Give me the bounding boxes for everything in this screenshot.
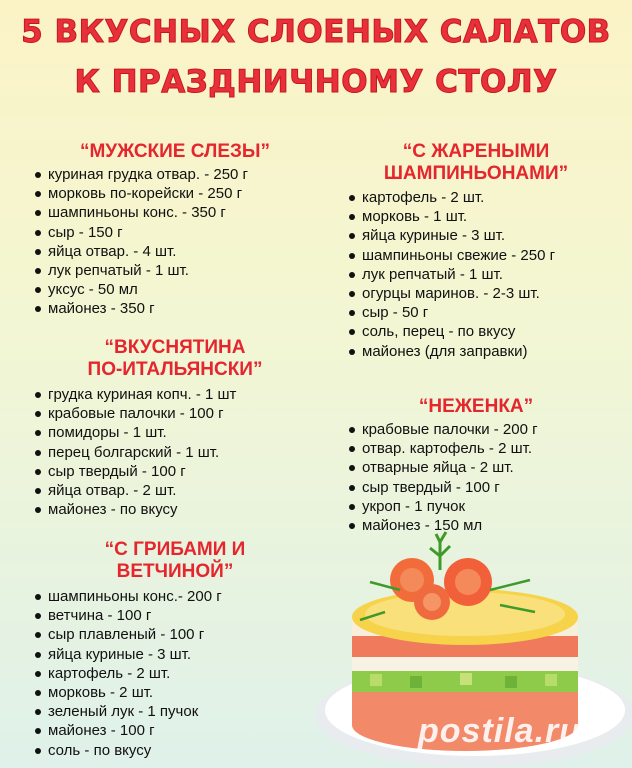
list-item: перец болгарский - 1 шт. [32, 443, 236, 462]
list-item: ветчина - 100 г [32, 606, 222, 625]
salad-heading-s-zharenymi: “С ЖАРЕНЫМИ ШАМПИНЬОНАМИ” [383, 141, 569, 184]
list-item: морковь по-корейски - 250 г [32, 184, 248, 203]
list-item: яйца куриные - 3 шт. [346, 226, 555, 245]
ingredients-list-muzhskie-slezy [32, 165, 248, 319]
salad-heading-vkusnyatina: “ВКУСНЯТИНА ПО-ИТАЛЬЯНСКИ” [87, 337, 263, 380]
list-item: отварные яйца - 2 шт. [346, 458, 538, 477]
list-item: сыр твердый - 100 г [346, 478, 538, 497]
list-item: зеленый лук - 1 пучок [32, 702, 222, 721]
page-title: 5 ВКУСНЫХ СЛОЕНЫХ САЛАТОВ [21, 14, 611, 50]
list-item: сыр плавленый - 100 г [32, 625, 222, 644]
list-item: картофель - 2 шт. [32, 664, 222, 683]
list-item: морковь - 1 шт. [346, 207, 555, 226]
list-item: морковь - 2 шт. [32, 683, 222, 702]
ingredients-list-s-zharenymi [346, 188, 555, 361]
list-item: сыр - 150 г [32, 223, 248, 242]
list-item: яйца отвар. - 2 шт. [32, 481, 236, 500]
ingredients-list-s-gribami [32, 587, 222, 760]
list-item: крабовые палочки - 100 г [32, 404, 236, 423]
salad-heading-nezhenka: “НЕЖЕНКА” [418, 396, 534, 417]
list-item: укроп - 1 пучок [346, 497, 538, 516]
salad-heading-s-gribami: “С ГРИБАМИ И ВЕТЧИНОЙ” [104, 539, 246, 582]
list-item: майонез - 100 г [32, 721, 222, 740]
list-item: куриная грудка отвар. - 250 г [32, 165, 248, 184]
list-item: майонез (для заправки) [346, 342, 555, 361]
watermark-text: postila.ru [418, 712, 582, 750]
list-item: шампиньоны конс. - 350 г [32, 203, 248, 222]
list-item: майонез - по вкусу [32, 500, 236, 519]
list-item: майонез - 350 г [32, 299, 248, 318]
list-item: картофель - 2 шт. [346, 188, 555, 207]
list-item: лук репчатый - 1 шт. [32, 261, 248, 280]
list-item: уксус - 50 мл [32, 280, 248, 299]
ingredients-list-vkusnyatina [32, 385, 236, 519]
list-item: лук репчатый - 1 шт. [346, 265, 555, 284]
list-item: соль - по вкусу [32, 741, 222, 760]
list-item: сыр - 50 г [346, 303, 555, 322]
list-item: помидоры - 1 шт. [32, 423, 236, 442]
list-item: яйца куриные - 3 шт. [32, 645, 222, 664]
list-item: грудка куриная копч. - 1 шт [32, 385, 236, 404]
list-item: отвар. картофель - 2 шт. [346, 439, 538, 458]
list-item: огурцы маринов. - 2-3 шт. [346, 284, 555, 303]
ingredients-list-nezhenka [346, 420, 538, 535]
list-item: яйца отвар. - 4 шт. [32, 242, 248, 261]
list-item: сыр твердый - 100 г [32, 462, 236, 481]
list-item: шампиньоны конс.- 200 г [32, 587, 222, 606]
list-item: шампиньоны свежие - 250 г [346, 246, 555, 265]
list-item: майонез - 150 мл [346, 516, 538, 535]
page-subtitle: К ПРАЗДНИЧНОМУ СТОЛУ [74, 64, 558, 100]
list-item: крабовые палочки - 200 г [346, 420, 538, 439]
salad-heading-muzhskie-slezy: “МУЖСКИЕ СЛЕЗЫ” [79, 141, 271, 162]
list-item: соль, перец - по вкусу [346, 322, 555, 341]
